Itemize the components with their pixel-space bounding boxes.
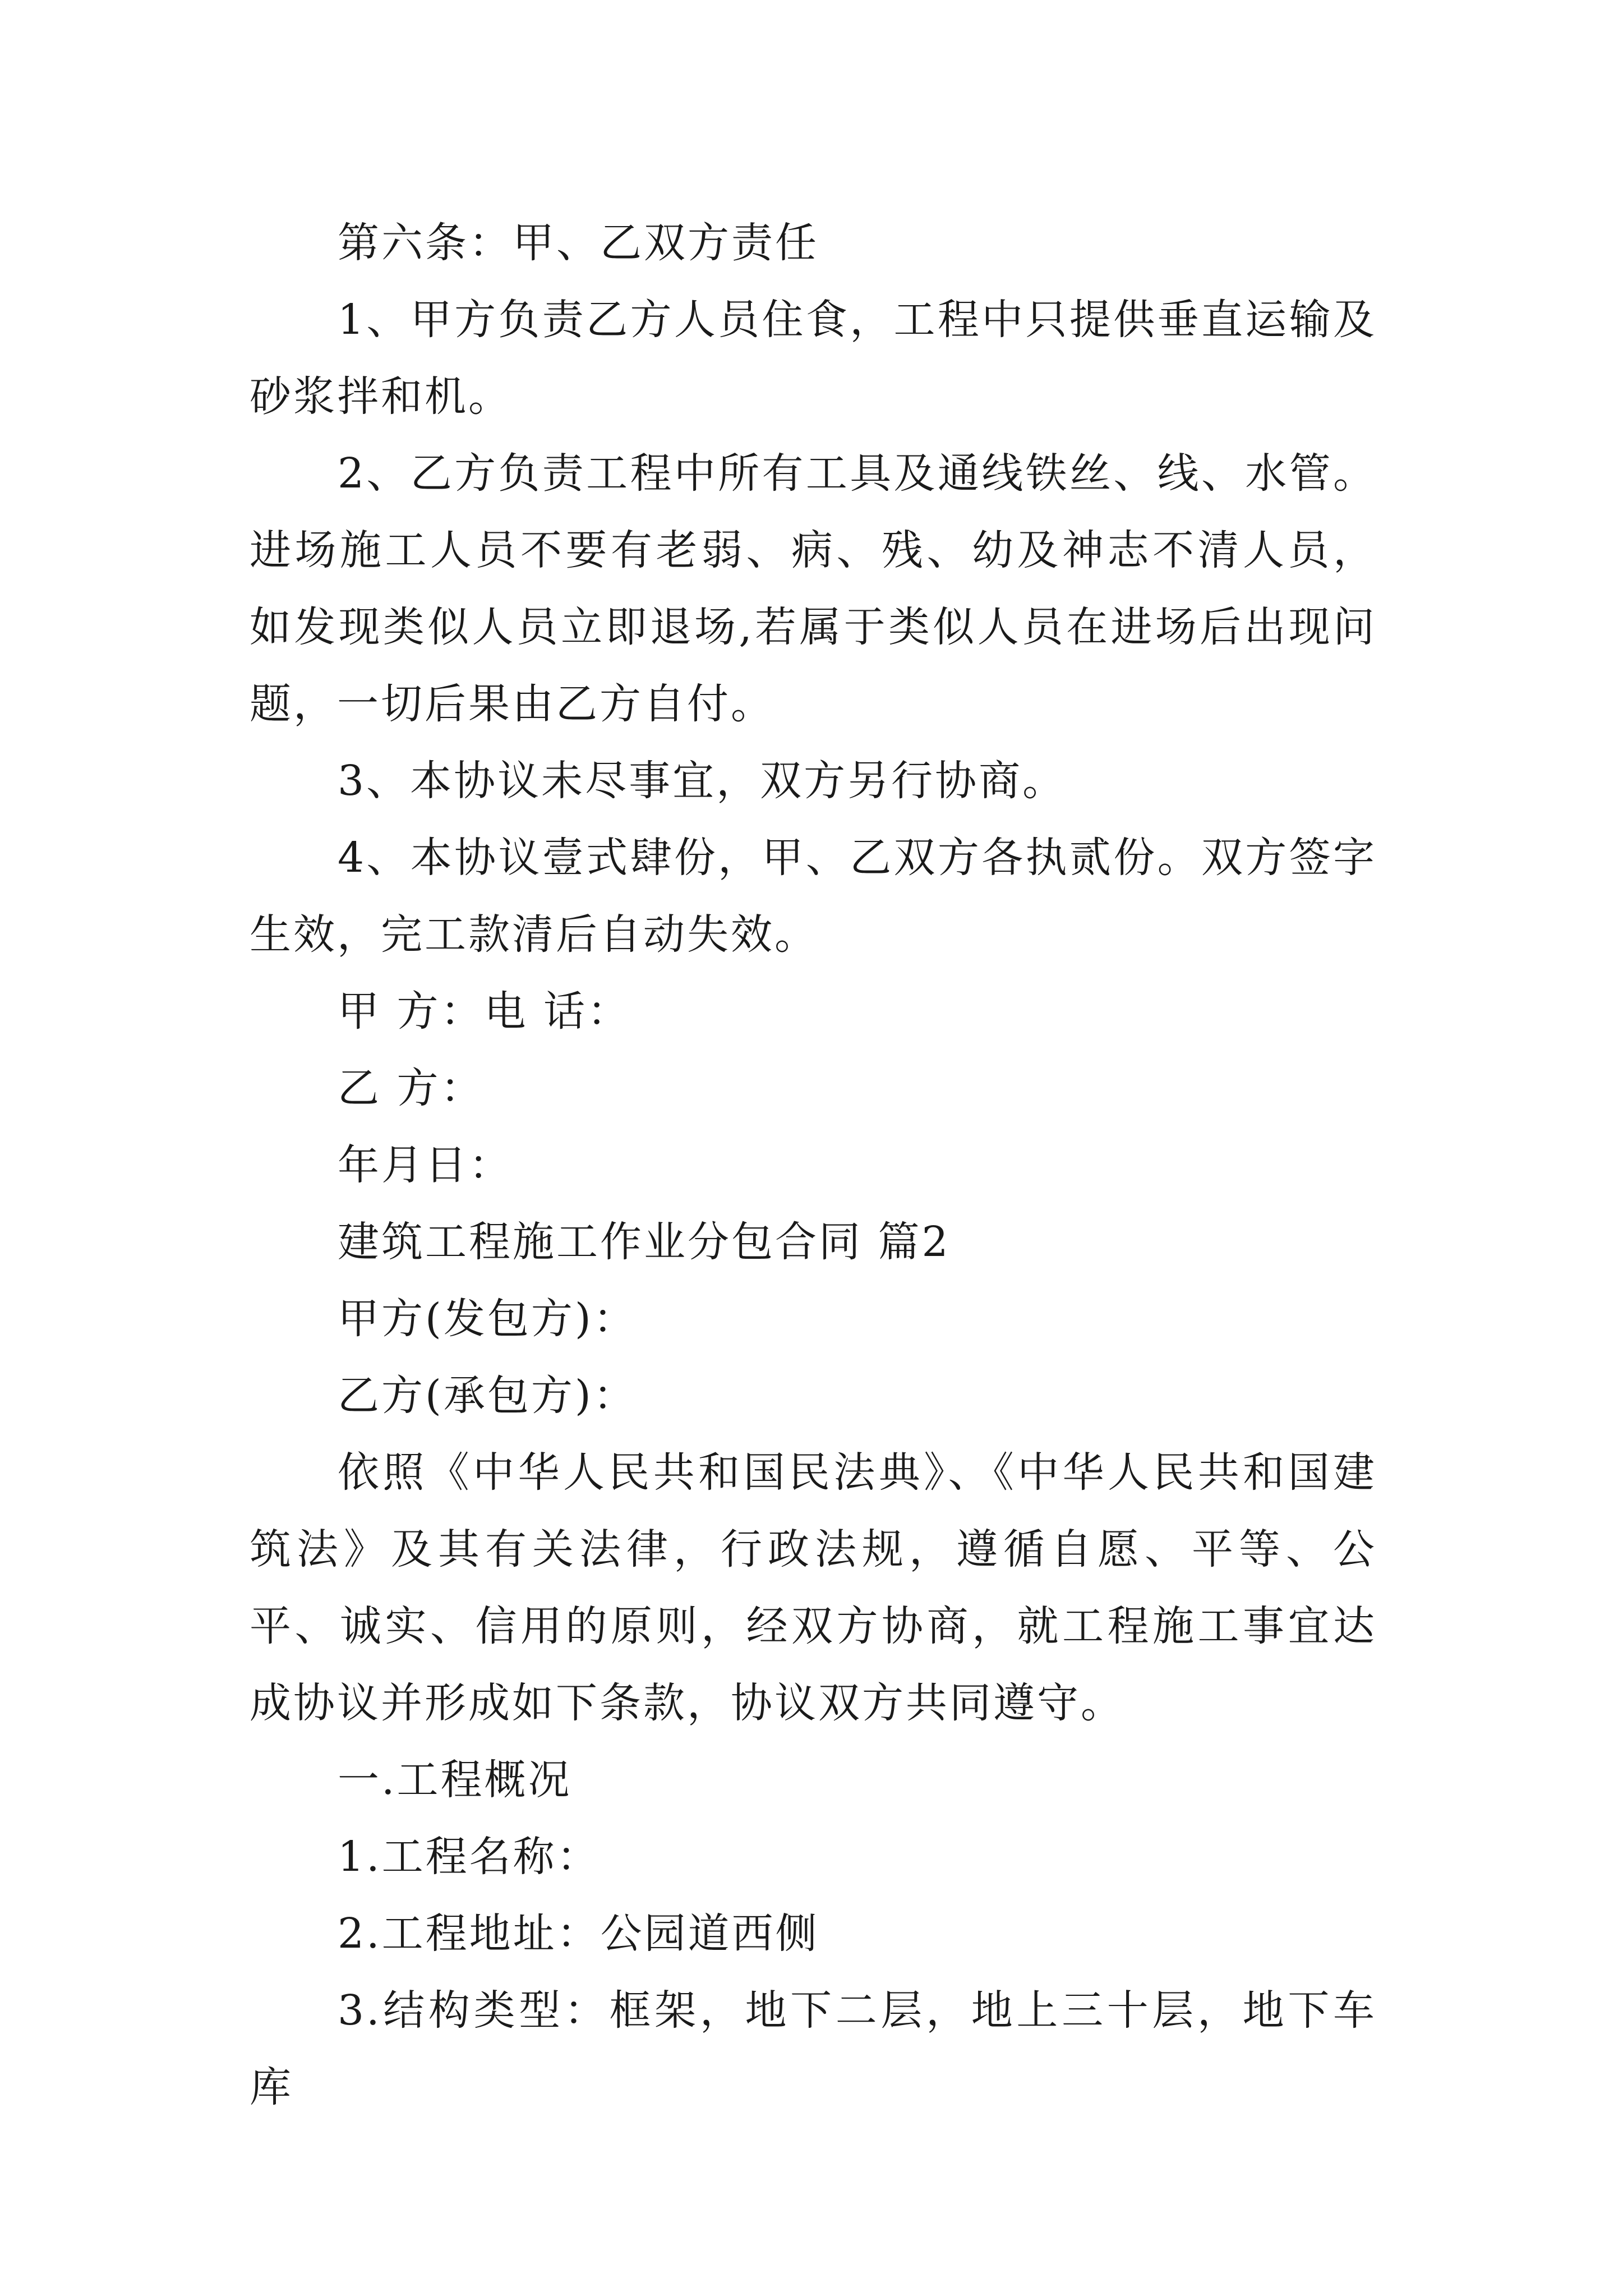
document-body [250,205,1377,2126]
section-one-heading: 一.工程概况 [338,1756,572,1804]
clause-six-item-1: 1、甲方负责乙方人员住食，工程中只提供垂直运输及砂浆拌和机。 [250,296,1377,421]
clause-six-item-2: 2、乙方负责工程中所有工具及通线铁丝、线、水管。进场施工人员不要有老弱、病、残、幼及神志不清人员，如发现类似人员立即退场,若属于类似人员在进场后出现问题，一切后果由乙方自付。 [250,449,1377,728]
party-a-contractor-line: 甲方(发包方)： [338,1295,637,1343]
party-a-signature-line: 甲 方：电 话： [338,987,631,1036]
contract-2-title: 建筑工程施工作业分包合同 篇2 [338,1218,951,1266]
party-b-signature-line: 乙 方： [338,1064,485,1112]
project-name-line: 1.工程名称： [338,1833,601,1881]
structure-type-line: 3.结构类型：框架，地下二层，地上三十层，地下车库 [250,1986,1377,2111]
clause-six-item-4: 4、本协议壹式肆份，甲、乙双方各执贰份。双方签字生效，完工款清后自动失效。 [250,834,1377,959]
clause-six-item-3: 3、本协议未尽事宜，双方另行协商。 [338,757,1067,805]
party-b-subcontractor-line: 乙方(承包方)： [338,1372,637,1420]
date-line: 年月日： [338,1141,513,1189]
project-address-line: 2.工程地址：公园道西侧 [338,1910,819,1958]
contract-preamble: 依照《中华人民共和国民法典》、《中华人民共和国建筑法》及其有关法律，行政法规，遵循自愿、平等、公平、诚实、信用的原则，经双方协商，就工程施工事宜达成协议并形成如下条款，协议双方共同遵守。 [250,1448,1377,1727]
clause-six-heading: 第六条：甲、乙双方责任 [338,219,819,267]
